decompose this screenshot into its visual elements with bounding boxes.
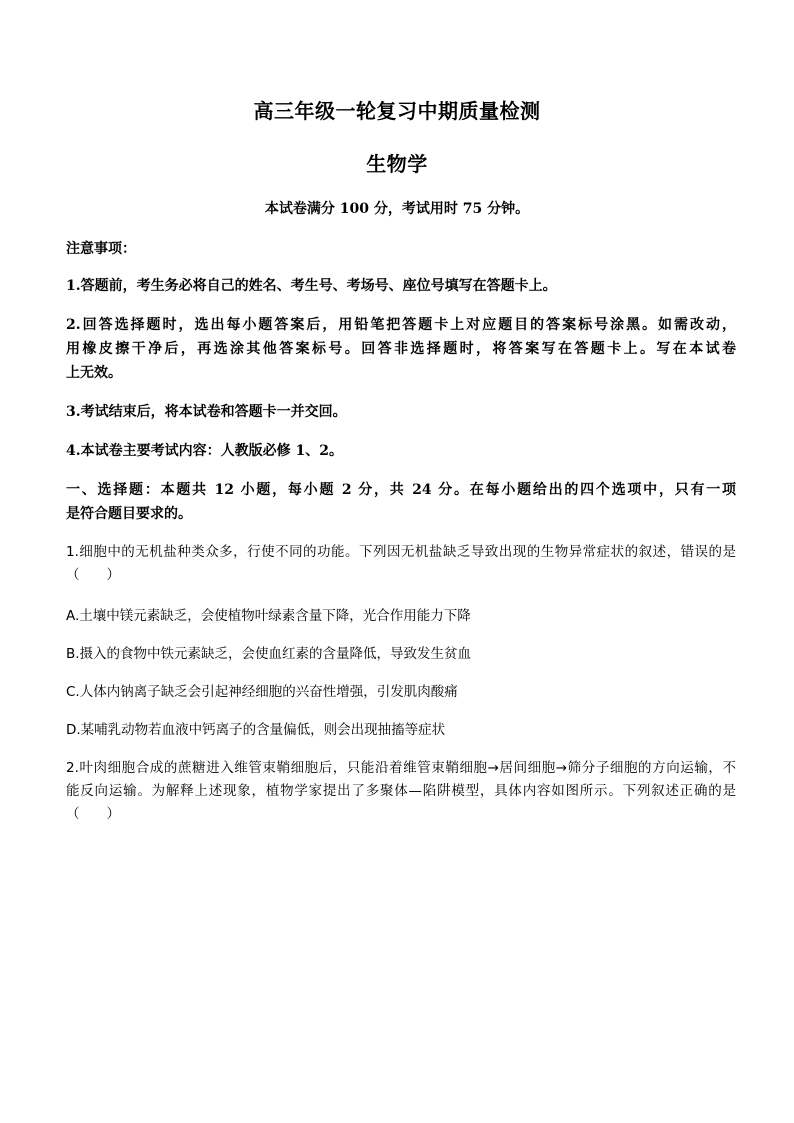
question-1-option-a: A.土壤中镁元素缺乏，会使植物叶绿素含量下降，光合作用能力下降 [66, 608, 471, 624]
subject-title: 生物学 [366, 152, 428, 176]
notes-item-1: 1.答题前，考生务必将自己的姓名、考生号、考场号、座位号填写在答题卡上。 [66, 278, 557, 294]
question-1-stem: 1.细胞中的无机盐种类众多，行使不同的功能。下列因无机盐缺乏导致出现的生物异常症状的叙述，错误的是 （ ） [66, 544, 736, 583]
page-title: 高三年级一轮复习中期质量检测 [253, 99, 541, 123]
exam-info: 本试卷满分 100 分，考试用时 75 分钟。 [264, 201, 530, 217]
notes-item-2: 2.回答选择题时，选出每小题答案后，用铅笔把答题卡上对应题目的答案标号涂黑。如需改动， 用橡皮擦干净后，再选涂其他答案标号。回答非选择题时，将答案写在答题卡上。写在本试卷 上无效。 [66, 317, 736, 381]
notes-item-3: 3.考试结束后，将本试卷和答题卡一并交回。 [66, 404, 347, 420]
question-2-stem: 2.叶肉细胞合成的蔗糖进入维管束鞘细胞后，只能沿着维管束鞘细胞→居间细胞→筛分子细胞的方向运输，不 能反向运输。为解释上述现象，植物学家提出了多聚体—陷阱模型，具体内容如图所示。下列叙述正确的是 （ ） [66, 760, 736, 822]
question-1-option-d: D.某哺乳动物若血液中钙离子的含量偏低，则会出现抽搐等症状 [66, 722, 446, 738]
section-heading: 一、选择题：本题共 12 小题，每小题 2 分，共 24 分。在每小题给出的四个选项中，只有一项 是符合题目要求的。 [66, 482, 736, 522]
notes-item-4: 4.本试卷主要考试内容：人教版必修 1、2。 [66, 443, 343, 459]
notes-heading: 注意事项： [66, 241, 136, 257]
question-1-option-b: B.摄入的食物中铁元素缺乏，会使血红素的含量降低，导致发生贫血 [66, 646, 472, 662]
question-1-option-c: C.人体内钠离子缺乏会引起神经细胞的兴奋性增强，引发肌肉酸痛 [66, 684, 458, 700]
